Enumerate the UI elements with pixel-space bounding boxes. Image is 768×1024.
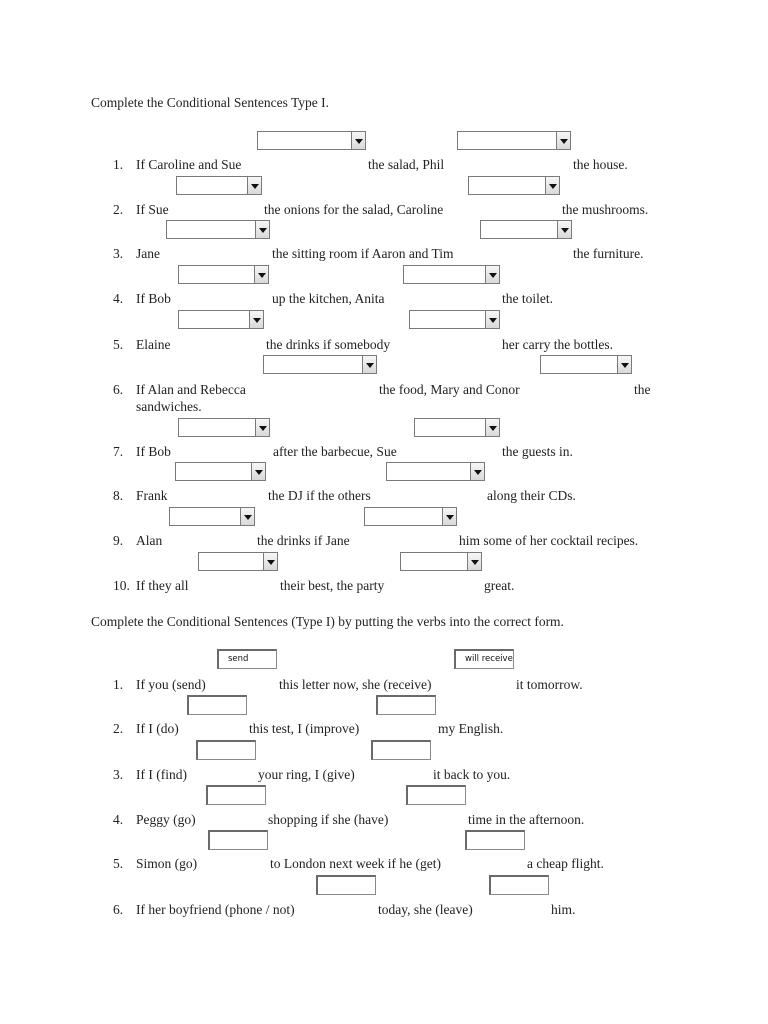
item-number: 1. [113,677,124,692]
sentence-part: her carry the bottles. [502,337,613,352]
chevron-down-icon [557,220,572,239]
sentence-part: the sitting room if Aaron and Tim [272,246,454,261]
sentence-part: after the barbecue, Sue [273,444,397,459]
sentence-part: If Alan and Rebecca [136,382,246,397]
item-number: 5. [113,337,124,352]
sentence-part: Simon (go) [136,856,198,871]
sentence-part: Peggy (go) [136,812,196,827]
sentence-part: If Bob [136,444,171,459]
sentence-part: If I (find) [136,767,187,782]
item-number: 5. [113,856,124,871]
item-number: 2. [113,202,124,217]
sentence-part: Alan [136,533,163,548]
chevron-down-icon [442,507,457,526]
sentence-part: him. [551,902,576,917]
verb-input-5b[interactable] [465,830,525,850]
sentence-part: If I (do) [136,721,179,736]
chevron-down-icon [485,310,500,329]
sentence-part: the [634,382,651,397]
chevron-down-icon [255,418,270,437]
item-number: 9. [113,533,124,548]
chevron-down-icon [470,462,485,481]
verb-input-2a[interactable] [187,695,247,715]
dropdown-10a[interactable] [198,552,278,571]
sentence-part: him some of her cocktail recipes. [459,533,639,548]
sentence-part: If Bob [136,291,171,306]
dropdown-3b[interactable] [480,220,572,239]
dropdown-5b[interactable] [409,310,500,329]
sentence-part: your ring, I (give) [258,767,355,782]
dropdown-8b[interactable] [386,462,485,481]
verb-input-3a[interactable] [196,740,256,760]
sentence-part: If you (send) [136,677,206,692]
sentence-part: the drinks if somebody [266,337,391,352]
item-number: 8. [113,488,124,503]
sentence-part: up the kitchen, Anita [272,291,385,306]
sentence-part: Elaine [136,337,171,352]
verb-input-1a[interactable]: send [217,649,277,669]
section2-title: Complete the Conditional Sentences (Type I) by putting the verbs into the correct form. [91,614,564,629]
chevron-down-icon [617,355,632,374]
chevron-down-icon [263,552,278,571]
item-number: 3. [113,246,124,261]
dropdown-6b[interactable] [540,355,632,374]
chevron-down-icon [351,131,366,150]
chevron-down-icon [247,176,262,195]
dropdown-6a[interactable] [263,355,377,374]
dropdown-9b[interactable] [364,507,457,526]
verb-input-1b[interactable]: will receive [454,649,514,669]
sentence-part: the mushrooms. [562,202,649,217]
dropdown-4b[interactable] [403,265,500,284]
chevron-down-icon [545,176,560,195]
item-number: 2. [113,721,124,736]
dropdown-8a[interactable] [175,462,266,481]
item-number: 4. [113,291,124,306]
sentence-part: their best, the party [280,578,385,593]
dropdown-10b[interactable] [400,552,482,571]
verb-input-2b[interactable] [376,695,436,715]
sentence-part: the salad, Phil [368,157,445,172]
verb-input-6a[interactable] [316,875,376,895]
sentence-part: If Sue [136,202,169,217]
verb-input-4a[interactable] [206,785,266,805]
sentence-part: the drinks if Jane [257,533,350,548]
sentence-part: If Caroline and Sue [136,157,242,172]
chevron-down-icon [485,265,500,284]
verb-input-4b[interactable] [406,785,466,805]
sentence-part: this letter now, she (receive) [279,677,432,692]
sentence-part: today, she (leave) [378,902,473,917]
item-number: 4. [113,812,124,827]
dropdown-1b[interactable] [457,131,571,150]
sentence-part: it back to you. [433,767,511,782]
dropdown-2b[interactable] [468,176,560,195]
sentence-part: Jane [136,246,160,261]
sentence-part: time in the afternoon. [468,812,585,827]
item-number: 10. [113,578,130,593]
chevron-down-icon [485,418,500,437]
sentence-part: my English. [438,721,504,736]
dropdown-9a[interactable] [169,507,255,526]
chevron-down-icon [254,265,269,284]
verb-input-5a[interactable] [208,830,268,850]
item-number: 1. [113,157,124,172]
verb-input-3b[interactable] [371,740,431,760]
sentence-part: it tomorrow. [516,677,583,692]
item-number: 3. [113,767,124,782]
chevron-down-icon [362,355,377,374]
sentence-part: along their CDs. [487,488,576,503]
dropdown-2a[interactable] [176,176,262,195]
dropdown-3a[interactable] [166,220,270,239]
verb-input-6b[interactable] [489,875,549,895]
sentence-part: If her boyfriend (phone / not) [136,902,295,917]
sentence-part: the house. [573,157,628,172]
dropdown-7b[interactable] [414,418,500,437]
item-number: 7. [113,444,124,459]
dropdown-1a[interactable] [257,131,366,150]
sentence-continuation: sandwiches. [136,399,202,414]
sentence-part: to London next week if he (get) [270,856,441,871]
dropdown-7a[interactable] [178,418,270,437]
sentence-part: this test, I (improve) [249,721,360,736]
sentence-part: the onions for the salad, Caroline [264,202,444,217]
chevron-down-icon [255,220,270,239]
sentence-part: the guests in. [502,444,573,459]
item-number: 6. [113,382,124,397]
dropdown-5a[interactable] [178,310,264,329]
sentence-part: shopping if she (have) [268,812,389,827]
chevron-down-icon [467,552,482,571]
sentence-part: Frank [136,488,168,503]
chevron-down-icon [556,131,571,150]
sentence-part: great. [484,578,515,593]
sentence-part: the furniture. [573,246,644,261]
sentence-part: a cheap flight. [527,856,604,871]
chevron-down-icon [251,462,266,481]
section1-title: Complete the Conditional Sentences Type I. [91,95,330,110]
chevron-down-icon [249,310,264,329]
chevron-down-icon [240,507,255,526]
sentence-part: the toilet. [502,291,553,306]
sentence-part: the DJ if the others [268,488,371,503]
item-number: 6. [113,902,124,917]
sentence-part: If they all [136,578,189,593]
sentence-part: the food, Mary and Conor [379,382,520,397]
dropdown-4a[interactable] [178,265,269,284]
